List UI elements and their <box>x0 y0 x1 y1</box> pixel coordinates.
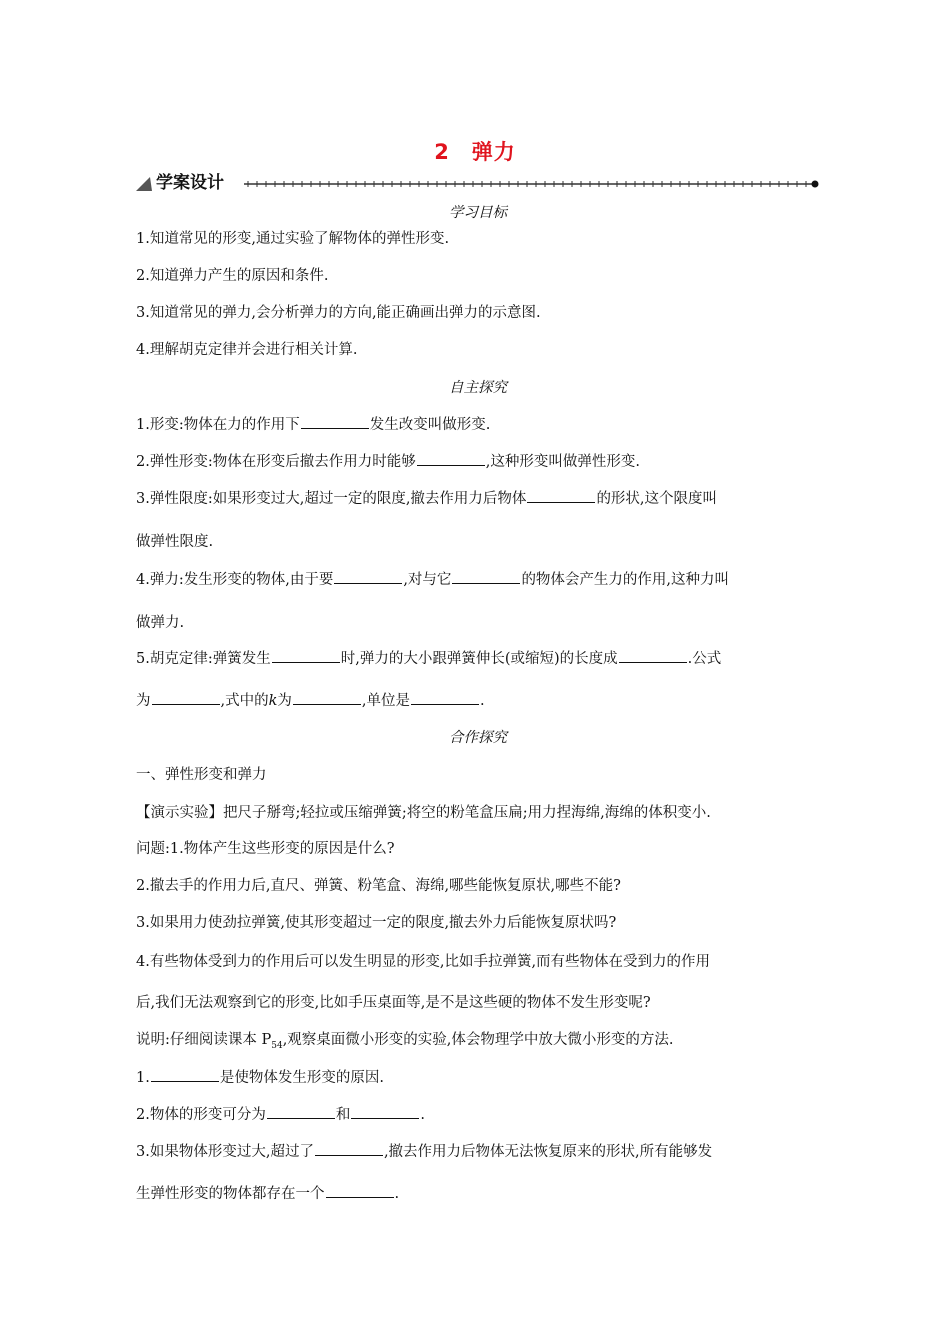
fill-3-cont: 生弹性形变的物体都存在一个 . <box>136 1186 400 1202</box>
goal-item: 1.知道常见的形变,通过实验了解物体的弹性形变. <box>136 231 450 247</box>
fill-blank[interactable] <box>351 1105 419 1119</box>
section-banner <box>136 171 820 195</box>
problem-1: 问题:1.物体产生这些形变的原因是什么? <box>136 841 395 857</box>
question-1: 1.形变:物体在力的作用下 发生改变叫做形变. <box>136 417 491 433</box>
heading-cooperative-study: 合作探究 <box>449 730 507 746</box>
heading-study-goals: 学习目标 <box>449 205 507 221</box>
fill-blank[interactable] <box>334 570 402 584</box>
heading-self-study: 自主探究 <box>449 380 507 396</box>
fill-blank[interactable] <box>527 489 595 503</box>
problem-4: 4.有些物体受到力的作用后可以发生明显的形变,比如手拉弹簧,而有些物体在受到力的作用 <box>136 954 711 970</box>
page-title: 2 弹力 <box>434 140 516 164</box>
question-3-cont: 做弹性限度. <box>136 534 214 550</box>
fill-blank[interactable] <box>267 1105 335 1119</box>
question-5-cont: 为 ,式中的k为 ,单位是 . <box>136 693 485 709</box>
fill-2: 2.物体的形变可分为 和 . <box>136 1107 425 1123</box>
question-4-cont: 做弹力. <box>136 615 185 631</box>
question-4: 4.弹力:发生形变的物体,由于要 ,对与它 的物体会产生力的作用,这种力叫 <box>136 572 730 588</box>
fill-blank[interactable] <box>417 452 485 466</box>
question-5: 5.胡克定律:弹簧发生 时,弹力的大小跟弹簧伸长(或缩短)的长度成 .公式 <box>136 651 722 667</box>
demo-experiment: 【演示实验】把尺子掰弯;轻拉或压缩弹簧;将空的粉笔盒压扁;用力捏海绵,海绵的体积变小. <box>136 805 711 821</box>
banner-label: 学案设计 <box>156 173 224 193</box>
fill-blank[interactable] <box>452 570 520 584</box>
fill-blank[interactable] <box>315 1142 383 1156</box>
fill-blank[interactable] <box>301 415 369 429</box>
goal-item: 2.知道弹力产生的原因和条件. <box>136 268 329 284</box>
goal-item: 4.理解胡克定律并会进行相关计算. <box>136 342 358 358</box>
note: 说明:仔细阅读课本 $P_{54}$,观察桌面微小形变的实验,体会物理学中放大微小形变的方法. <box>136 1032 674 1051</box>
fill-3: 3.如果物体形变过大,超过了 ,撤去作用力后物体无法恢复原来的形状,所有能够发 <box>136 1144 713 1160</box>
question-2: 2.弹性形变:物体在形变后撤去作用力时能够 ,这种形变叫做弹性形变. <box>136 454 640 470</box>
fill-blank[interactable] <box>619 649 687 663</box>
pencil-icon <box>136 177 152 191</box>
banner-decoration <box>136 171 820 195</box>
fill-blank[interactable] <box>152 691 220 705</box>
fill-blank[interactable] <box>293 691 361 705</box>
goal-item: 3.知道常见的弹力,会分析弹力的方向,能正确画出弹力的示意图. <box>136 305 541 321</box>
fill-blank[interactable] <box>411 691 479 705</box>
fill-blank[interactable] <box>272 649 340 663</box>
fill-blank[interactable] <box>326 1184 394 1198</box>
problem-3: 3.如果用力使劲拉弹簧,使其形变超过一定的限度,撤去外力后能恢复原状吗? <box>136 915 617 931</box>
fill-blank[interactable] <box>151 1068 219 1082</box>
question-3: 3.弹性限度:如果形变过大,超过一定的限度,撤去作用力后物体 的形状,这个限度叫 <box>136 491 718 507</box>
problem-4-cont: 后,我们无法观察到它的形变,比如手压桌面等,是不是这些硬的物体不发生形变呢? <box>136 995 651 1011</box>
problem-2: 2.撤去手的作用力后,直尺、弹簧、粉笔盒、海绵,哪些能恢复原状,哪些不能? <box>136 878 621 894</box>
part-heading: 一、弹性形变和弹力 <box>136 767 267 783</box>
fill-1: 1. 是使物体发生形变的原因. <box>136 1070 384 1086</box>
